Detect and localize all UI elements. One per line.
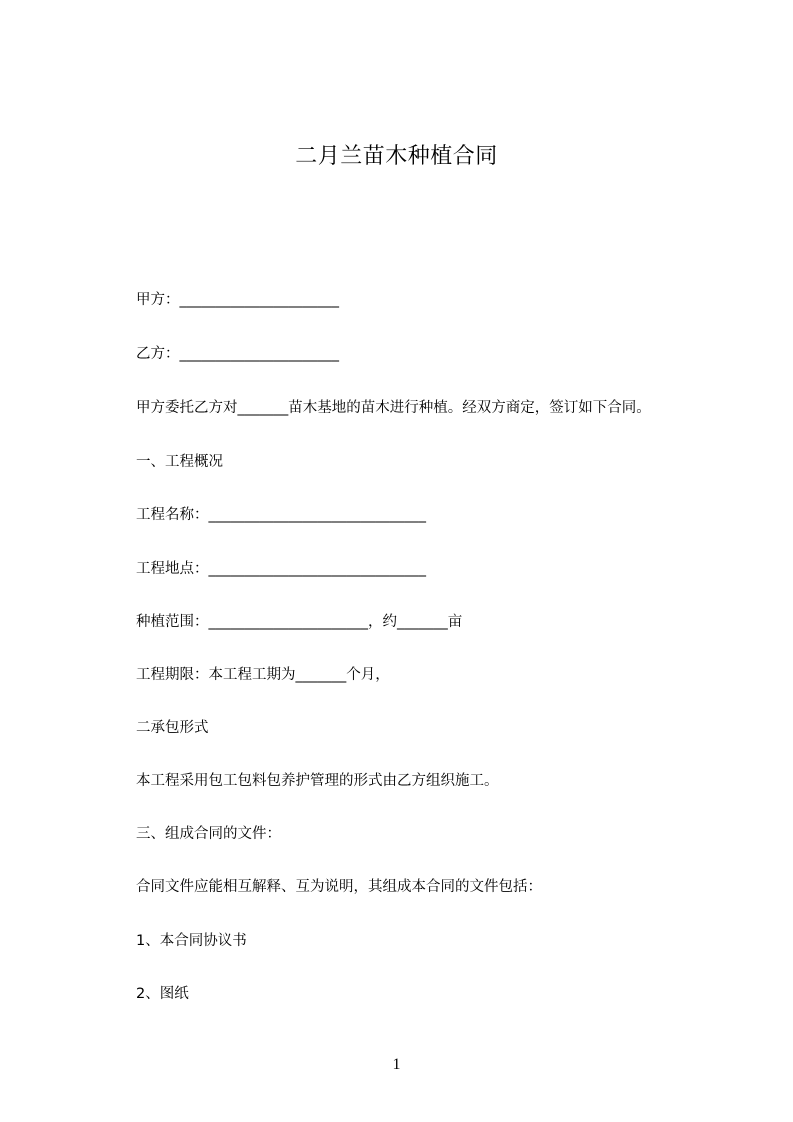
list-item-2: 2、图纸 (136, 986, 189, 1002)
planting-scope-line: 种植范围：______________________，约_______亩 (136, 614, 463, 630)
section-1-heading: 一、工程概况 (136, 454, 223, 470)
section-2-heading: 二承包形式 (136, 720, 209, 736)
section-3-heading: 三、组成合同的文件： (136, 826, 281, 842)
project-period-line: 工程期限：本工程工期为_______个月， (136, 667, 390, 683)
list-item-1: 1、本合同协议书 (136, 933, 247, 949)
project-name-line: 工程名称：______________________________ (136, 507, 426, 523)
page-number: 1 (392, 1056, 401, 1073)
section-2-body: 本工程采用包工包料包养护管理的形式由乙方组织施工。 (136, 773, 499, 789)
intro-paragraph: 甲方委托乙方对_______苗木基地的苗木进行种植。经双方商定，签订如下合同。 (136, 400, 651, 416)
page-title: 二月兰苗木种植合同 (295, 144, 498, 169)
party-b-line: 乙方：______________________ (136, 346, 339, 362)
party-a-line: 甲方：______________________ (136, 292, 339, 308)
project-location-line: 工程地点：______________________________ (136, 561, 426, 577)
section-3-body: 合同文件应能相互解释、互为说明，其组成本合同的文件包括： (136, 879, 542, 895)
